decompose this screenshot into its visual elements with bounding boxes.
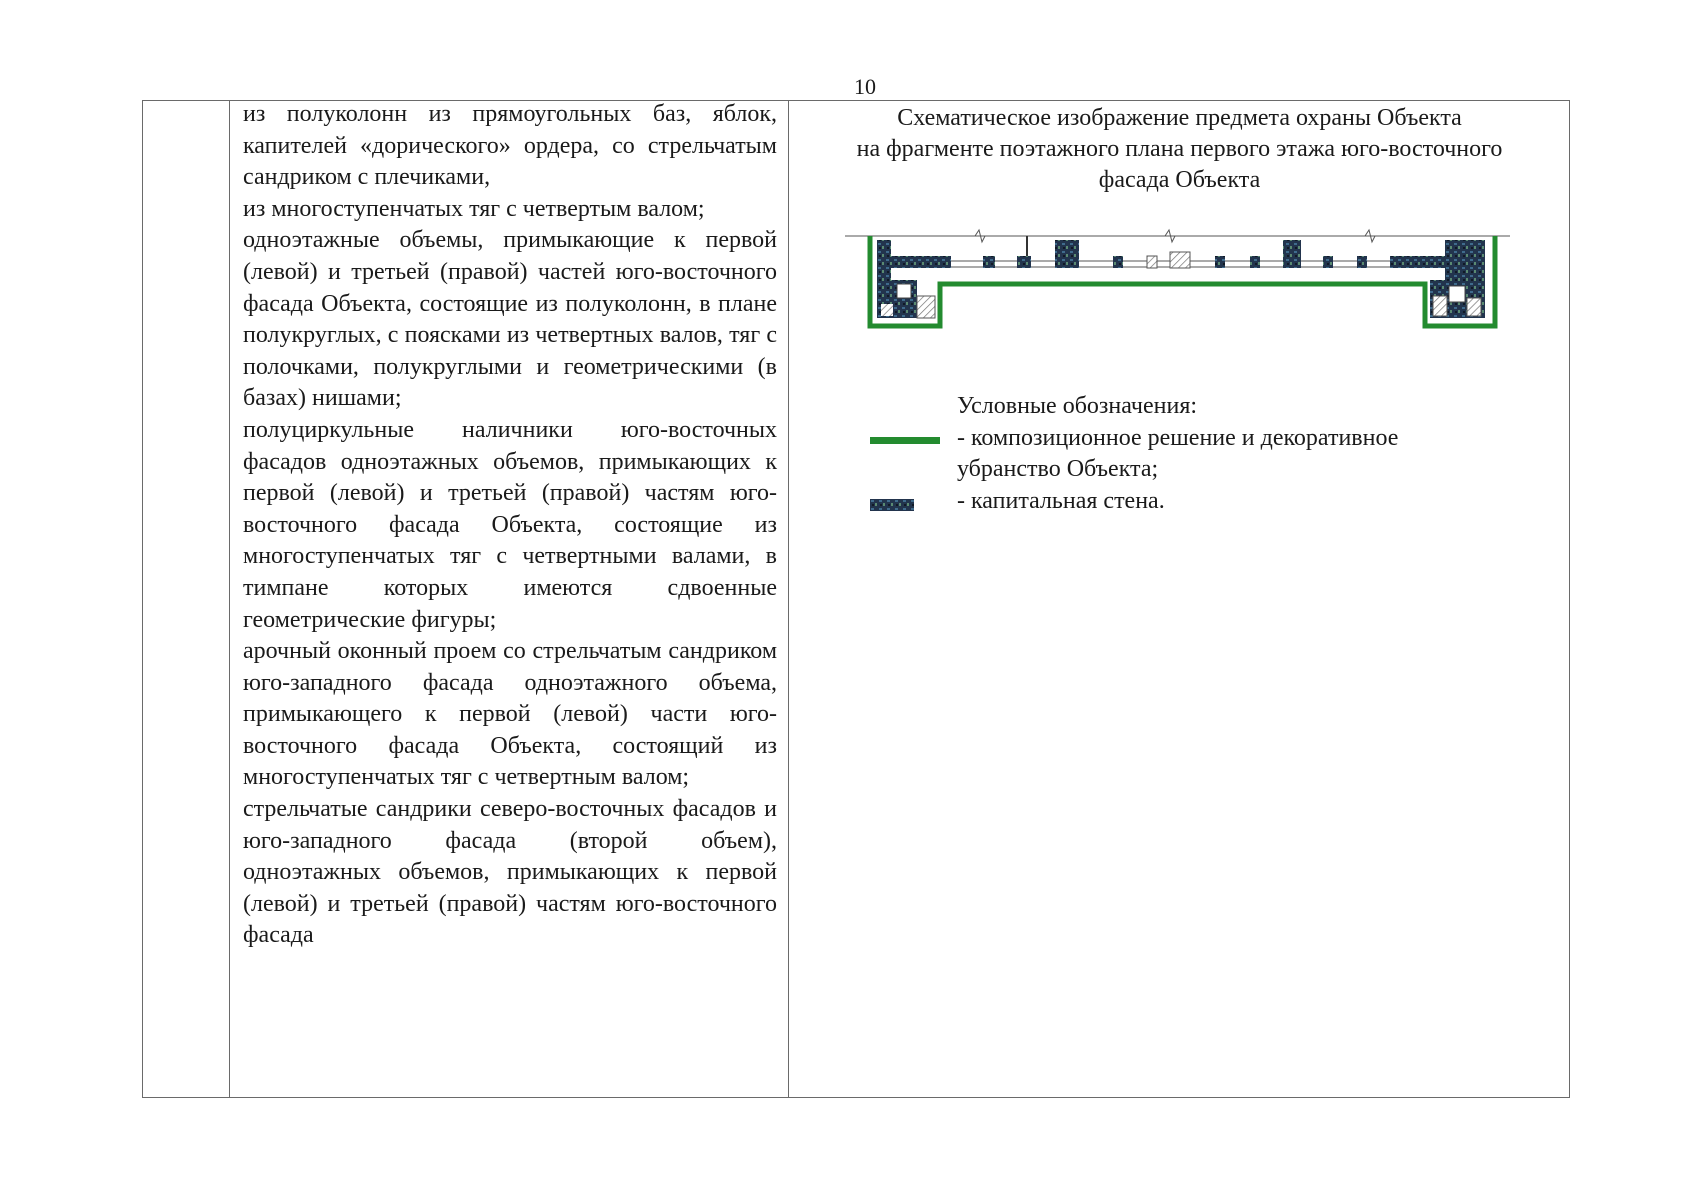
capital-wall (1445, 240, 1485, 280)
legend-label (957, 423, 1477, 486)
plan-void (897, 284, 911, 298)
capital-wall (1113, 256, 1123, 268)
content-table (142, 100, 1570, 1098)
description-paragraph: полуциркульные наличники юго-восточных фасадов одноэтажных объемов, примыкающих к первой (левой) и третьей (правой) частям юго-восточного фасада Объекта, состоящие из многоступенчатых тяг с четвертными валами, в тимпане которых имеются сдвоенные геометрические фигуры; (243, 416, 777, 633)
table-column-divider-1 (229, 101, 230, 1097)
capital-wall (891, 256, 951, 268)
description-cell (243, 99, 777, 952)
schematic-cell (790, 101, 1569, 1097)
hatched-area (1467, 298, 1481, 316)
composition-outline (870, 236, 1495, 326)
description-paragraph: из многоступенчатых тяг с четвертым валом; (243, 195, 705, 222)
capital-wall (1283, 240, 1301, 268)
heading-line: Схематическое изображение предмета охраны Объекта (897, 105, 1462, 131)
hatched-area (1170, 252, 1190, 268)
legend-label-line: - композиционное решение и декоративное (957, 424, 1399, 451)
capital-wall (983, 256, 995, 268)
description-paragraph: из полуколонн из прямоугольных баз, яблок, капителей «дорического» ордера, со стрельчатым сандриком с плечиками, (243, 101, 777, 191)
legend-label (957, 486, 1477, 518)
floor-plan-diagram (845, 226, 1525, 346)
hatched-area (881, 304, 893, 316)
table-column-divider-2 (788, 101, 789, 1097)
green-line-swatch (870, 437, 940, 444)
heading-line: фасада Объекта (1098, 167, 1261, 193)
heading-line: на фрагменте поэтажного плана первого этажа юго-восточного (856, 136, 1503, 162)
capital-wall (1390, 256, 1445, 268)
capital-wall (1250, 256, 1260, 268)
schematic-heading (790, 103, 1569, 196)
description-paragraph: стрельчатые сандрики северо-восточных фасадов и юго-западного фасада (второй объем), одноэтажных объемов, примыкающих к первой (левой) и третьей (правой) частям юго-восточного фасада (243, 796, 777, 949)
capital-wall (1323, 256, 1333, 268)
capital-wall (1357, 256, 1367, 268)
capital-wall (877, 240, 891, 280)
legend-label-line: убранство Объекта; (957, 456, 1159, 482)
wall-hatch-swatch (870, 499, 914, 511)
legend-title: Условные обозначения: (957, 393, 1198, 419)
page-number: 10 (854, 74, 876, 99)
description-paragraph: арочный оконный проем со стрельчатым сандриком юго-западного фасада одноэтажного объема, примыкающего к первой (левой) части юго-восточного фасада Объекта, состоящий из многоступенчатых тяг с четвертным валом; (243, 638, 777, 791)
hatched-area (1433, 296, 1447, 316)
capital-wall (1215, 256, 1225, 268)
hatched-area (1147, 256, 1157, 268)
capital-wall (1017, 256, 1031, 268)
description-paragraph: одноэтажные объемы, примыкающие к первой (левой) и третьей (правой) частей юго-восточного фасада Объекта, состоящие из полуколонн, в плане полукруглых, с поясками из четвертных валов, тяг с полочками, полукруглыми и геометрическими (в базах) нишами; (243, 227, 777, 412)
legend-label-line: - капитальная стена. (957, 487, 1165, 514)
hatched-area (917, 296, 935, 318)
capital-wall (1055, 240, 1079, 268)
plan-void (1449, 286, 1465, 302)
